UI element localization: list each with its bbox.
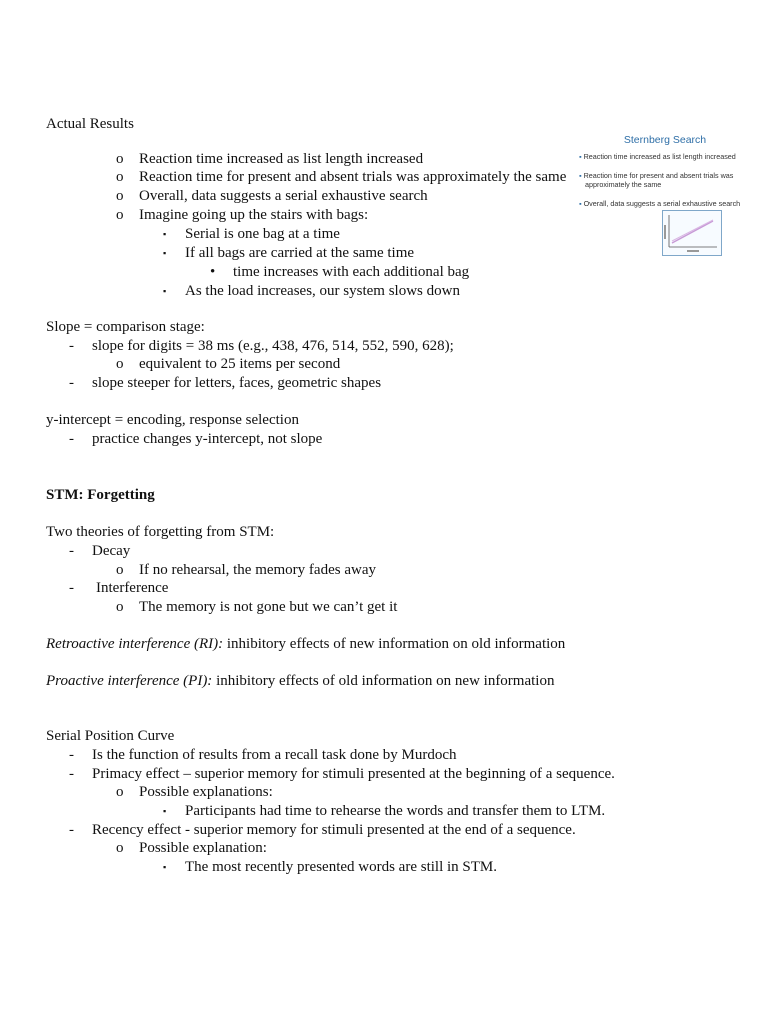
slope-item-2: slope steeper for letters, faces, geometric shapes [92, 375, 382, 391]
ri-term: Retroactive interference (RI): [46, 636, 224, 652]
dot-bullet-marker: • [210, 264, 216, 280]
slide-bullet-text: Overall, data suggests a serial exhaustive search [583, 199, 741, 208]
dash-marker: - [69, 747, 74, 763]
bullet-marker: o [116, 169, 124, 185]
actual-results-sub-1: Serial is one bag at a time [185, 226, 340, 242]
stm-decay-sub: If no rehearsal, the memory fades away [139, 562, 376, 578]
spc-item-2-subsub: Participants had time to rehearse the words and transfer them to LTM. [185, 803, 606, 819]
slide-bullet-3 [579, 199, 740, 208]
square-bullet-marker: ▪ [163, 229, 167, 239]
stm-decay: Decay [92, 543, 131, 559]
slide-bullet-dot: ▪ [579, 171, 582, 180]
slide-bullet-text: Reaction time for present and absent trials was [583, 171, 734, 180]
actual-results-bullet-4: Imagine going up the stairs with bags: [139, 207, 369, 223]
slide-bullet-1 [579, 152, 736, 161]
bullet-marker: o [116, 599, 124, 615]
spc-item-3-subsub: The most recently presented words are still in STM. [185, 859, 498, 875]
actual-results-heading: Actual Results [46, 116, 134, 132]
mini-graph-svg [663, 211, 721, 255]
spc-item-1: Is the function of results from a recall task done by Murdoch [92, 747, 457, 763]
bullet-marker: o [116, 356, 124, 372]
actual-results-subsub: time increases with each additional bag [233, 264, 470, 280]
dash-marker: - [69, 338, 74, 354]
stm-intro: Two theories of forgetting from STM: [46, 524, 275, 540]
dash-marker: - [69, 822, 74, 838]
stm-interference: Interference [96, 580, 169, 596]
dash-marker: - [69, 766, 74, 782]
ri-definition [46, 635, 565, 654]
slope-heading: Slope = comparison stage: [46, 319, 205, 335]
square-bullet-marker: ▪ [163, 806, 167, 816]
bullet-marker: o [116, 840, 124, 856]
stm-heading: STM: Forgetting [46, 487, 155, 503]
actual-results-sub-3: As the load increases, our system slows down [185, 283, 460, 299]
bullet-marker: o [116, 207, 124, 223]
spc-item-3-sub: Possible explanation: [139, 840, 267, 856]
bullet-marker: o [116, 562, 124, 578]
stm-interference-sub: The memory is not gone but we can’t get it [139, 599, 398, 615]
pi-definition [46, 672, 554, 691]
mini-graph-x-label [687, 250, 699, 252]
dash-marker: - [69, 580, 74, 596]
pi-text: inhibitory effects of old information on new information [212, 673, 555, 689]
spc-item-3: Recency effect - superior memory for stimuli presented at the end of a sequence. [92, 822, 576, 838]
mini-graph-line-2 [672, 220, 713, 241]
actual-results-bullet-3: Overall, data suggests a serial exhaustive search [139, 188, 428, 204]
bullet-marker: o [116, 784, 124, 800]
bullet-marker: o [116, 151, 124, 167]
slide-bullet-2-cont: approximately the same [585, 180, 662, 189]
slide-bullet-dot: ▪ [579, 152, 582, 161]
actual-results-bullet-2: Reaction time for present and absent trials was approximately the same [139, 169, 567, 185]
square-bullet-marker: ▪ [163, 862, 167, 872]
dash-marker: - [69, 375, 74, 391]
spc-item-2-sub: Possible explanations: [139, 784, 273, 800]
mini-graph-y-label [664, 225, 666, 239]
bullet-marker: o [116, 188, 124, 204]
slide-title: Sternberg Search [623, 134, 707, 146]
square-bullet-marker: ▪ [163, 286, 167, 296]
slide-bullet-dot: ▪ [579, 199, 582, 208]
slope-item-1-sub: equivalent to 25 items per second [139, 356, 341, 372]
ri-text: inhibitory effects of new information on old information [223, 636, 566, 652]
sternberg-slide-thumbnail [576, 134, 754, 262]
square-bullet-marker: ▪ [163, 248, 167, 258]
spc-item-2: Primacy effect – superior memory for stimuli presented at the beginning of a sequence. [92, 766, 615, 782]
intercept-heading: y-intercept = encoding, response selection [46, 412, 299, 428]
intercept-item-1: practice changes y-intercept, not slope [92, 431, 323, 447]
slide-mini-graph [662, 210, 722, 256]
dash-marker: - [69, 431, 74, 447]
actual-results-bullet-1: Reaction time increased as list length increased [139, 151, 424, 167]
slide-bullet-text: Reaction time increased as list length increased [583, 152, 736, 161]
mini-graph-line [672, 221, 713, 243]
slide-bullet-2 [579, 171, 733, 180]
spc-heading: Serial Position Curve [46, 728, 175, 744]
dash-marker: - [69, 543, 74, 559]
slope-item-1: slope for digits = 38 ms (e.g., 438, 476, 514, 552, 590, 628); [92, 338, 454, 354]
actual-results-sub-2: If all bags are carried at the same time [185, 245, 415, 261]
pi-term: Proactive interference (PI): [46, 673, 213, 689]
